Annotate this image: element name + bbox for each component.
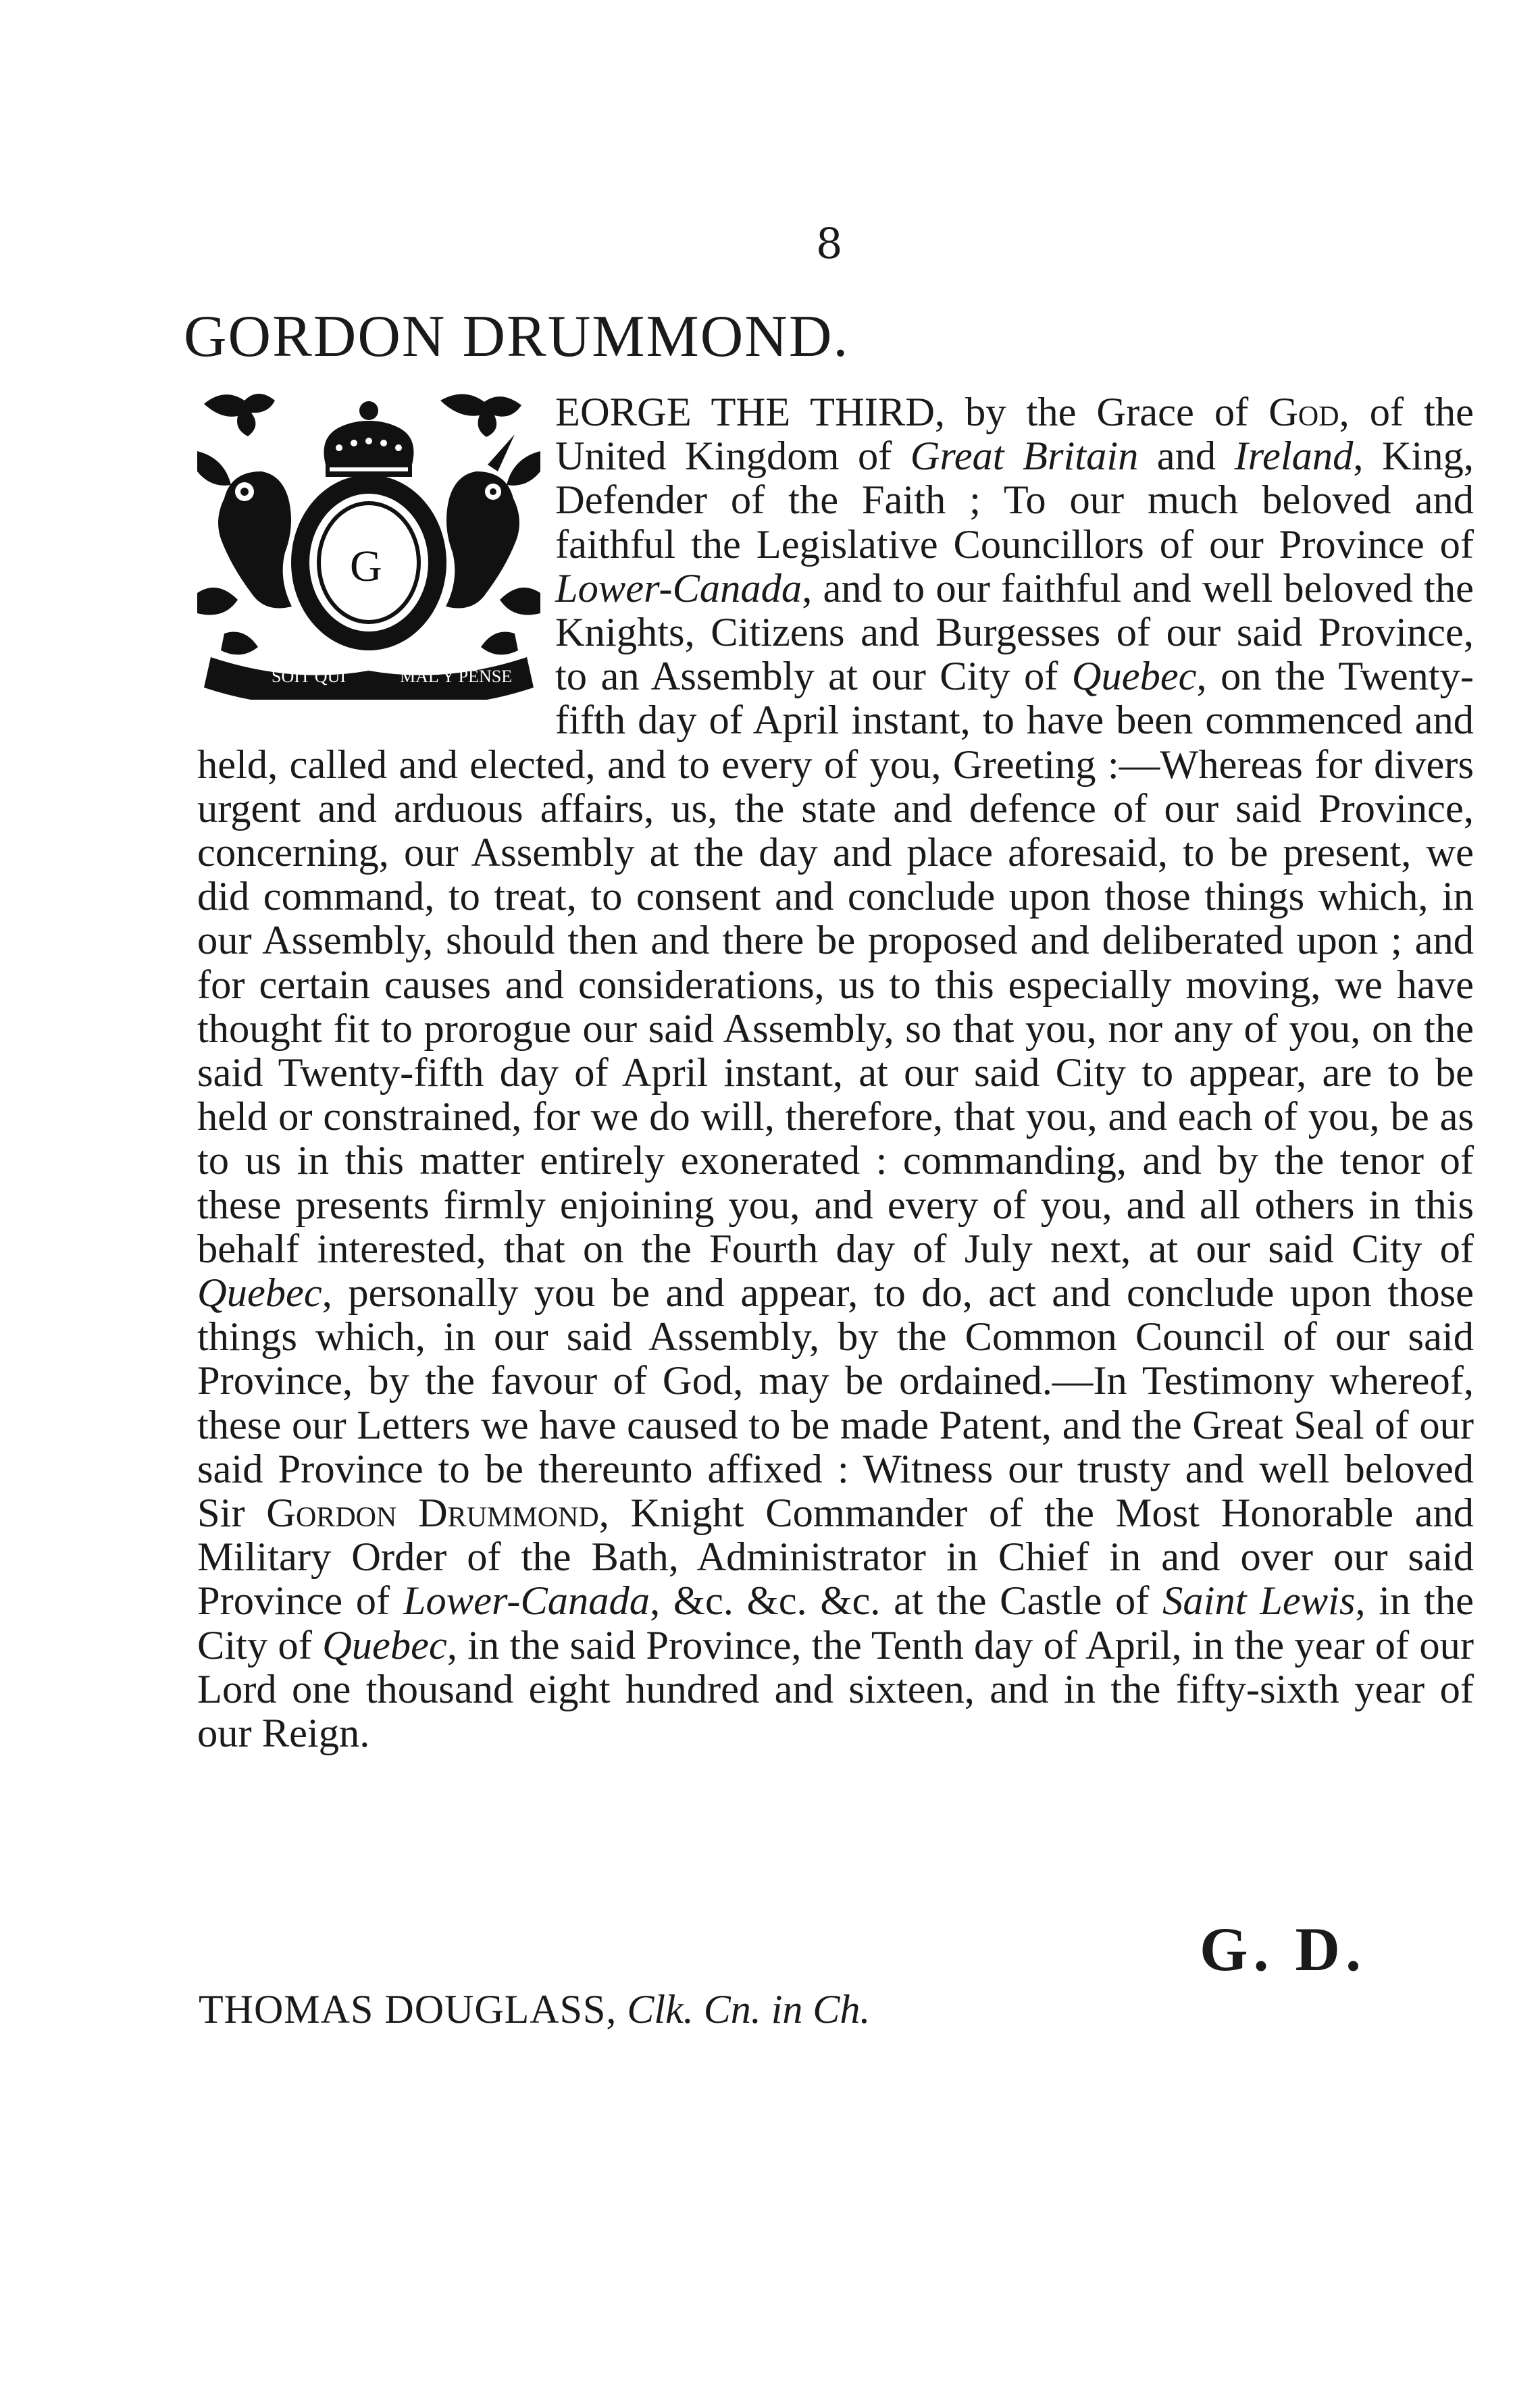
clerk-title: Clk. Cn. in Ch. (627, 1987, 871, 2032)
signature-initials: G. D. (1200, 1915, 1366, 1984)
page-number: 8 (816, 219, 843, 268)
royal-coat-of-arms-initial (197, 390, 540, 700)
coat-of-arms-icon (197, 390, 540, 700)
clerk-attestation (199, 1989, 870, 2030)
svg-text:SOIT QUI: SOIT QUI (272, 667, 346, 686)
seal-initial-letter: G (350, 542, 382, 591)
proclamation-heading: GORDON DRUMMOND. (184, 304, 850, 369)
clerk-name: THOMAS DOUGLASS, (199, 1987, 617, 2032)
proclamation-body: SOIT QUI MAL Y PENSE G EORGE THE THIRD, by the Grace of God, of the United Kingdom of Great Britain and Ireland, King, Defender of the Faith ; To our much beloved and faithful the Legislative Councillors of our Province of Lower-Canada, and to our faithful and well beloved the Knights, Citizens and Burgesses of our said Province, to an Assembly at our City of Quebec, on the Twenty-fifth day of April instant, to have been commenced and held, called and elected, and to every of you, Greeting :—Whereas for divers urgent and arduous affairs, us, the state and defence of our said Province, concerning, our Assembly at the day and place aforesaid, to be present, we did command, to treat, to consent and conclude upon those things which, in our Assembly, should then and there be proposed and deliberated upon ; and for certain causes and considerations, us to this especially moving, we have thought fit to prorogue our said Assembly, so that you, nor any of you, on the said Twenty-fifth day of April instant, at our said City to appear, are to be held or constrained, for we do will, therefore, that you, and each of you, be as to us in this matter entirely exonerated : commanding, and by the tenor of these presents firmly enjoining you, and every of you, and all others in this behalf interested, that on the Fourth day of July next, at our said City of Quebec, personally you be and appear, to do, act and conclude upon those things which, in our said Assembly, by the Common Council of our said Province, by the favour of God, may be ordained.—In Testimony whereof, these our Letters we have caused to be made Patent, and the Great Seal of our said Province to be thereunto affixed : Witness our trusty and well beloved Sir Gordon Drummond, Knight Commander of the Most Honorable and Military Order of the Bath, Administrator in Chief in and over our said Province of Lower-Canada, &c. &c. &c. at the Castle of Saint Lewis, in the City of Quebec, in the said Province, the Tenth day of April, in the year of our Lord one thousand eight hundred and sixteen, and in the fifty-sixth year of our Reign. (197, 390, 1474, 1757)
svg-text:MAL Y PENSE: MAL Y PENSE (400, 667, 513, 686)
